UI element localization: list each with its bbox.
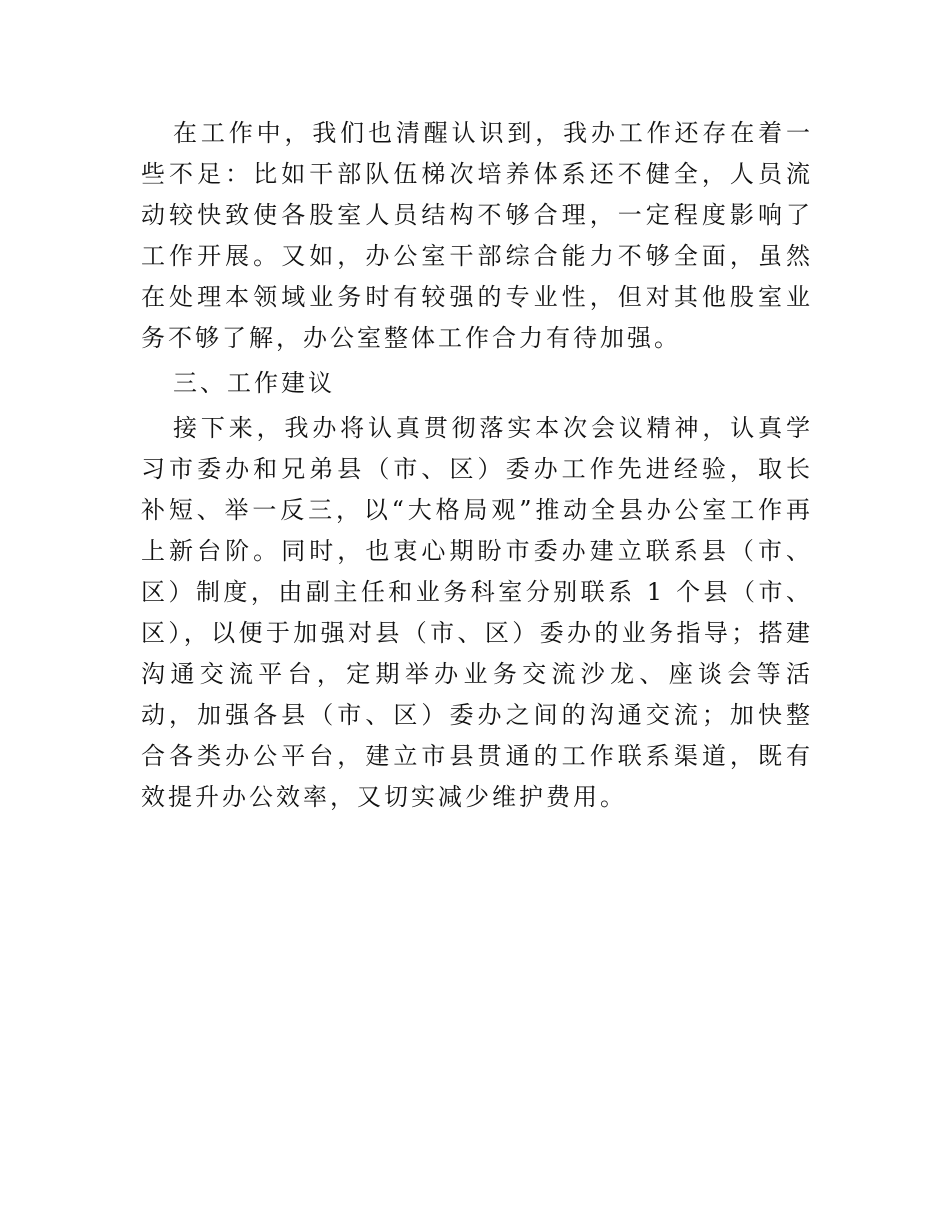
- section-heading: 三、工作建议: [173, 369, 335, 397]
- paragraph-shortcomings: 在工作中，我们也清醒认识到，我办工作还存在着一些不足：比如干部队伍梯次培养体系还不健全，人员流动较快致使各股室人员结构不够合理，一定程度影响了工作开展。又如，办公室干部综合能力不够全面，虽然在处理本领域业务时有较强的专业性，但对其他股室业务不够了解，办公室整体工作合力有待加强。: [141, 119, 813, 352]
- document-body: [141, 113, 813, 818]
- paragraph-suggestions: 接下来，我办将认真贯彻落实本次会议精神，认真学习市委办和兄弟县（市、区）委办工作先进经验，取长补短、举一反三，以“大格局观”推动全县办公室工作再上新台阶。同时，也衷心期盼市委办建立联系县（市、区）制度，由副主任和业务科室分别联系 1 个县（市、区），以便于加强对县（市、区）委办的业务指导；搭建沟通交流平台，定期举办业务交流沙龙、座谈会等活动，加强各县（市、区）委办之间的沟通交流；加快整合各类办公平台，建立市县贯通的工作联系渠道，既有效提升办公效率，又切实减少维护费用。: [141, 414, 813, 811]
